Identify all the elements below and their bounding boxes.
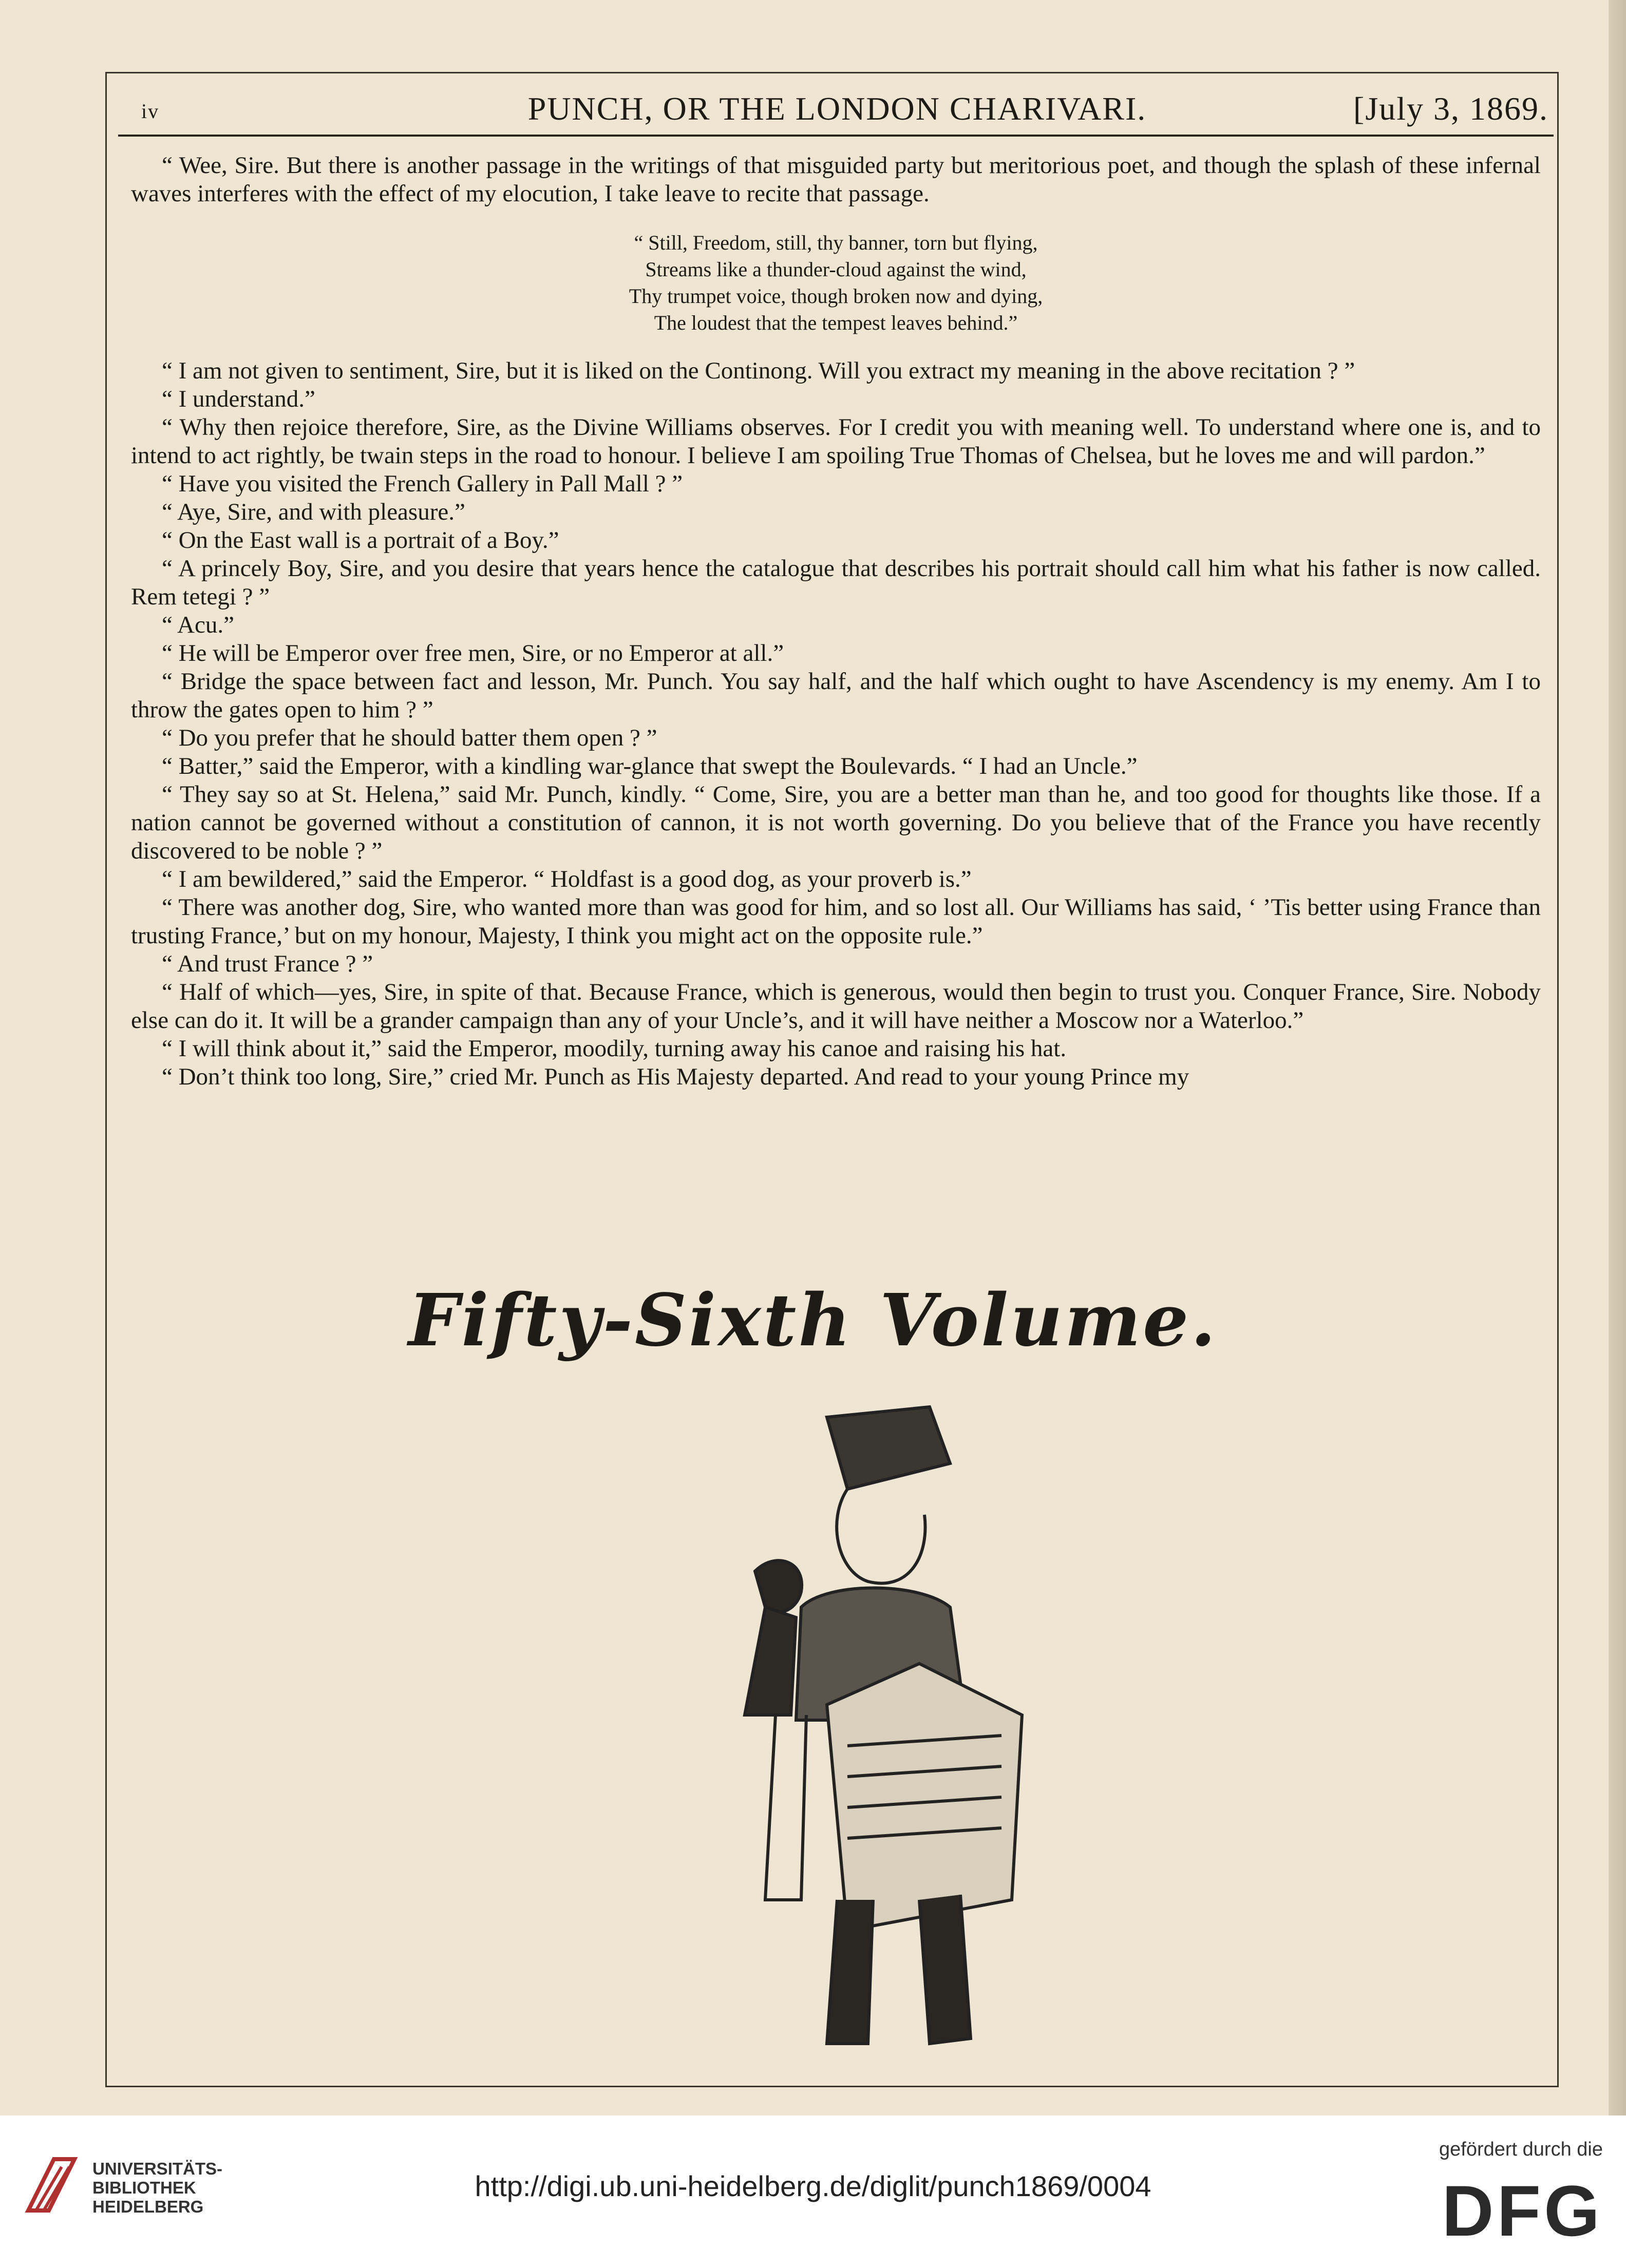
paragraph: “ I am not given to sentiment, Sire, but it is liked on the Continong. Will you extract my meaning in the above recitation ? ” — [162, 357, 1355, 384]
article-text — [131, 151, 1541, 1091]
paragraph: “ There was another dog, Sire, who wanted more than was good for him, and so lost all. Our Williams has said, ‘ ’Tis better using France than trusting France,’ but on my honour, Majesty, I think you might act on the opposite rule.” — [131, 894, 1541, 949]
viewer-footer — [0, 2115, 1626, 2268]
paragraph: “ On the East wall is a portrait of a Boy.” — [162, 527, 559, 554]
volume-title: Fifty-Sixth Volume. — [408, 1279, 1218, 1363]
paragraph: “ Bridge the space between fact and lesson, Mr. Punch. You say half, and the half which ought to have Ascendency is my enemy. Am I to throw the gates open to him ? ” — [131, 668, 1541, 723]
paragraph: “ Do you prefer that he should batter them open ? ” — [162, 725, 657, 751]
page-folio: iv — [141, 100, 160, 123]
page-edge — [1609, 0, 1626, 2115]
paragraph: “ Acu.” — [162, 612, 234, 638]
paragraph: “ A princely Boy, Sire, and you desire that years hence the catalogue that describes his portrait should call him what his father is now called. Rem tetegi ? ” — [131, 555, 1541, 610]
paragraph: “ Half of which—yes, Sire, in spite of that. Because France, which is generous, would then begin to trust you. Conquer France, Sire. Nobody else can do it. It will be a grander campaign than any of your Uncle’s, and it will have neither a Moscow nor a Waterloo.” — [131, 979, 1541, 1034]
paragraph: “ I will think about it,” said the Emperor, moodily, turning away his canoe and raising his hat. — [162, 1035, 1067, 1062]
issue-date: [July 3, 1869. — [1353, 90, 1548, 127]
paragraph: “ He will be Emperor over free men, Sire, or no Emperor at all.” — [162, 640, 784, 666]
paragraph: “ I understand.” — [162, 386, 315, 412]
library-name: UNIVERSITÄTS- BIBLIOTHEK HEIDELBERG — [92, 2159, 223, 2216]
emperor-and-prince-engraving-icon — [560, 1386, 1125, 2059]
paragraph: “ Why then rejoice therefore, Sire, as the Divine Williams observes. For I credit you with meaning well. To understand where one is, and to intend to act rightly, be twain steps in the road to honour. I believe I am spoiling True Thomas of Chelsea, but he loves me and will pardon.” — [131, 414, 1541, 469]
paragraph: “ Wee, Sire. But there is another passage in the writings of that misguided party but meritorious poet, and though the splash of these infernal waves interferes with the effect of my elocution, I take leave to recite that passage. — [131, 152, 1541, 207]
header-rule — [118, 135, 1554, 137]
running-title: PUNCH, OR THE LONDON CHARIVARI. — [527, 90, 1147, 127]
permalink-url[interactable]: http://digi.ub.uni-heidelberg.de/diglit/punch1869/0004 — [475, 2170, 1151, 2202]
paragraph: “ Don’t think too long, Sire,” cried Mr. Punch as His Majesty departed. And read to your young Prince my — [162, 1063, 1189, 1090]
paragraph: “ And trust France ? ” — [162, 950, 373, 977]
paragraph: “ I am bewildered,” said the Emperor. “ Holdfast is a good dog, as your proverb is.” — [162, 866, 972, 892]
paragraph: “ Aye, Sire, and with pleasure.” — [162, 499, 465, 525]
paragraph: “ Have you visited the French Gallery in Pall Mall ? ” — [162, 470, 683, 497]
paragraph: “ They say so at St. Helena,” said Mr. Punch, kindly. “ Come, Sire, you are a better man than he, and too good for thoughts like those. If a nation cannot be governed without a constitution of cannon, it is not worth governing. Do you believe that of the France you have recently discovered to be noble ? ” — [131, 781, 1541, 864]
dfg-logo: DFG — [1442, 2170, 1603, 2251]
paragraph: “ Batter,” said the Emperor, with a kindling war-glance that swept the Boulevards. “ I had an Uncle.” — [162, 753, 1138, 779]
sponsor-label: gefördert durch die — [1439, 2139, 1603, 2160]
running-header — [121, 90, 1554, 136]
verse-quote: “ Still, Freedom, still, thy banner, torn but flying, Streams like a thunder-cloud against the wind, Thy trumpet voice, though broken now and dying, The loudest that the tempest leaves behind.” — [629, 231, 1043, 334]
